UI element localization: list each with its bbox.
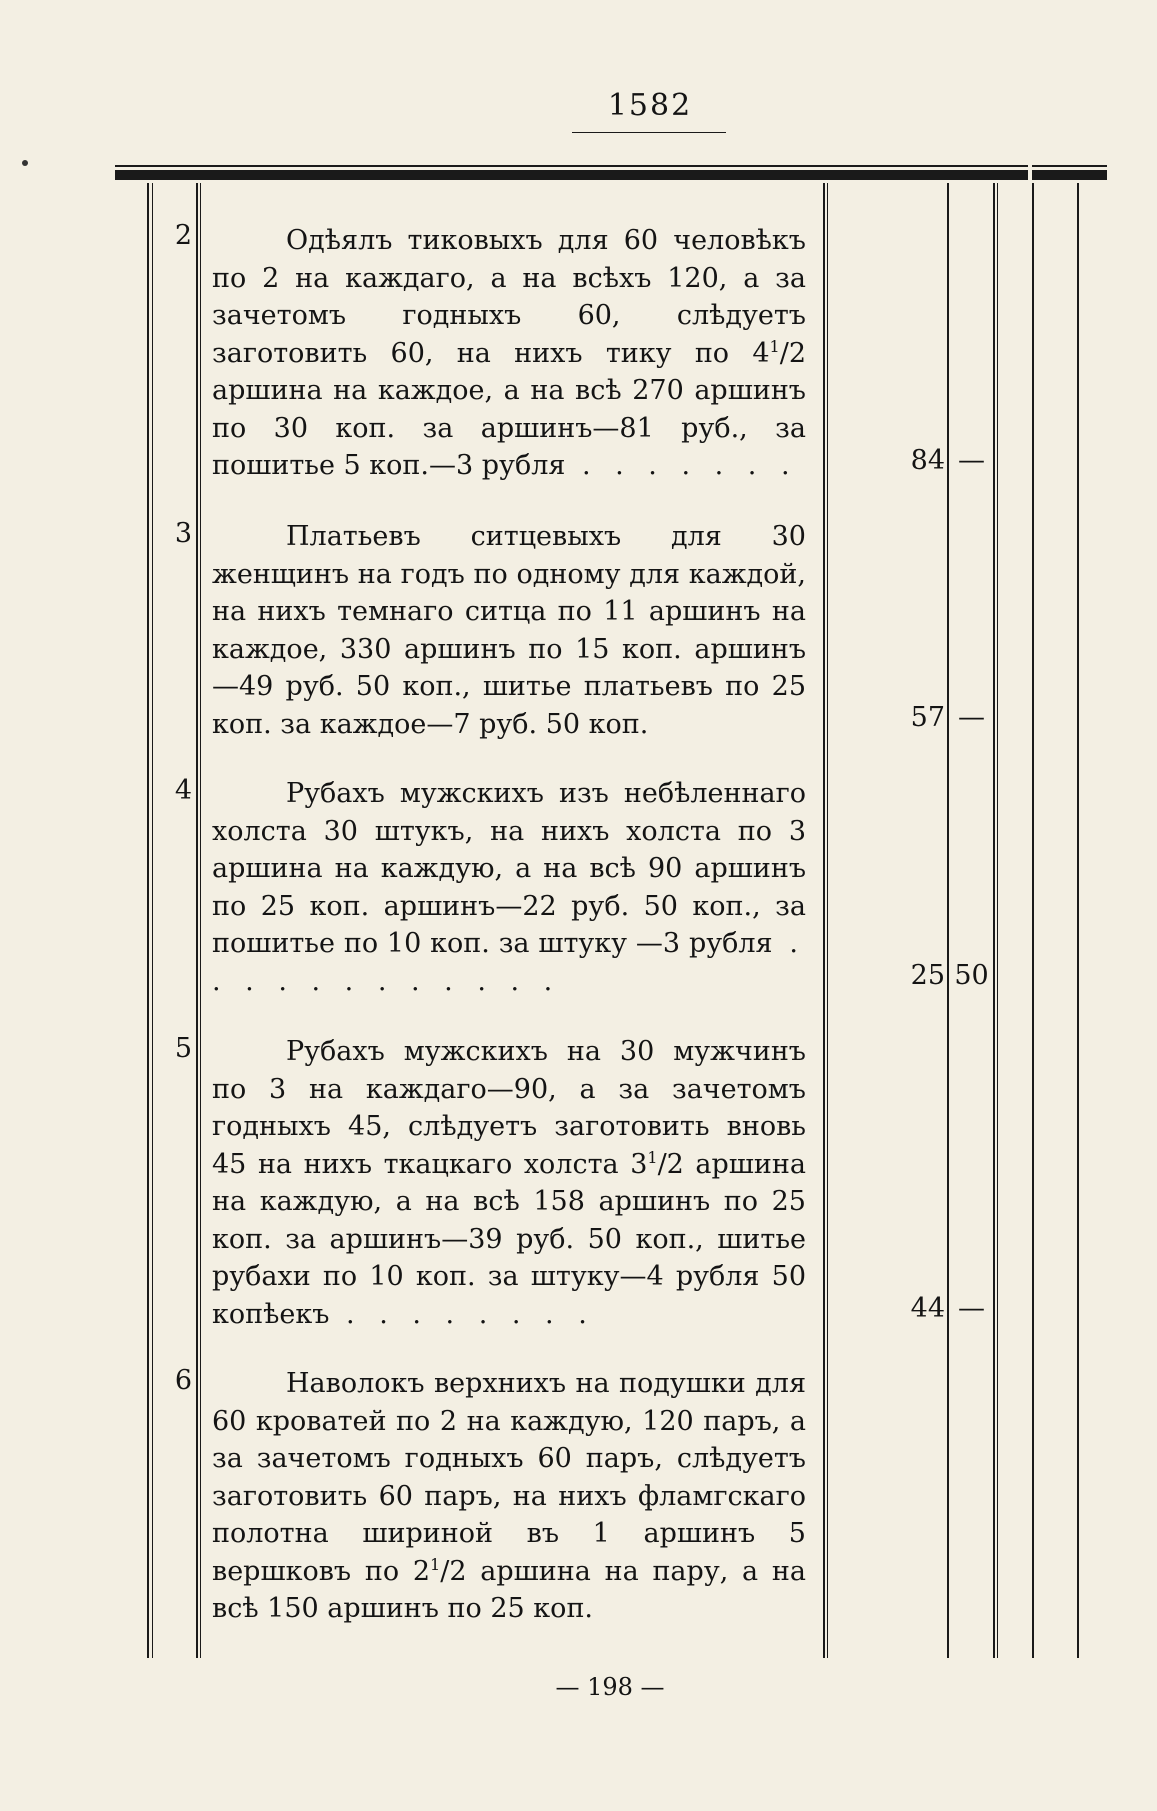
margin-dot [22, 160, 28, 166]
footer-page-number: — 198 — [555, 1673, 665, 1701]
amount-kopecks: — [958, 445, 985, 476]
amount-kopecks: 50 [954, 960, 989, 991]
rub-column-rule [947, 183, 949, 1658]
amount-rubles: 57 [910, 702, 945, 733]
amount-kopecks: — [958, 1293, 985, 1324]
table-border-left [147, 183, 149, 1658]
number-column-rule [196, 183, 198, 1658]
row-text: Платьевъ ситцевыхъ для 30 женщинъ на годъ по одному для каждой, на нихъ темнаго ситца по 11 аршинъ на каждое, 330 аршинъ по 15 коп. аршинъ—49 руб. 50 коп., шитье платьевъ по 25 коп. за каждое—7 руб. 50 коп. [212, 521, 806, 740]
kop-column-rule-inner [997, 183, 998, 1658]
row-number: 3 [174, 518, 192, 549]
kop-column-rule [993, 183, 995, 1658]
table-border-left-inner [152, 183, 153, 1658]
page-number-rule [572, 132, 726, 133]
row-text: Рубахъ мужскихъ на 30 мужчинъ по 3 на каждаго—90, а за зачетомъ годныхъ 45, слѣдуетъ заготовить вновь 45 на нихъ ткацкаго холста $3^1/2$ аршина на каждую, а на всѣ 158 аршинъ по 25 коп. за аршинъ—39 руб. 50 коп., шитье рубахи по 10 коп. за штуку—4 рубля 50 копѣекъ . . . . . . . . [212, 1036, 806, 1330]
amount-rubles: 25 [910, 960, 945, 991]
row-text: Одѣялъ тиковыхъ для 60 человѣкъ по 2 на каждаго, а на всѣхъ 120, а за зачетомъ годныхъ 60, слѣдуетъ заготовить 60, на нихъ тику по $4^1/2$ аршина на каждое, а на всѣ 270 аршинъ по 30 коп. за аршинъ—81 руб., за пошитье 5 коп.—3 рубля . . . . . . . [212, 225, 806, 481]
amount-rubles: 44 [910, 1293, 945, 1324]
amount-kopecks: — [958, 702, 985, 733]
table-top-rule [115, 170, 1028, 180]
side-column-rule-right [1077, 183, 1079, 1658]
row-text: Рубахъ мужскихъ изъ небѣленнаго холста 30 штукъ, на нихъ холста по 3 аршина на каждую, а на всѣ 90 аршинъ по 25 коп. аршинъ—22 руб. 50 коп., за пошитье по 10 коп. за штуку —3 рубля . . . . . . . . . . . . [212, 778, 806, 997]
text-column-rule [823, 183, 825, 1658]
side-column-rule-left [1032, 183, 1034, 1658]
row-number: 2 [174, 220, 192, 251]
page-number: 1582 [607, 88, 693, 123]
text-column-rule-inner [827, 183, 828, 1658]
side-top-rule [1032, 170, 1107, 180]
amount-rubles: 84 [910, 445, 945, 476]
row-number: 6 [174, 1365, 192, 1396]
row-number: 5 [174, 1033, 192, 1064]
number-column-rule-inner [200, 183, 201, 1658]
row-number: 4 [174, 775, 192, 806]
row-text: Наволокъ верхнихъ на подушки для 60 кроватей по 2 на каждую, 120 паръ, а за зачетомъ годныхъ 60 паръ, слѣдуетъ заготовить 60 паръ, на нихъ фламгскаго полотна шириной въ 1 аршинъ 5 вершковъ по $2^1/2$ аршина на пару, а на всѣ 150 аршинъ по 25 коп. [212, 1368, 806, 1624]
